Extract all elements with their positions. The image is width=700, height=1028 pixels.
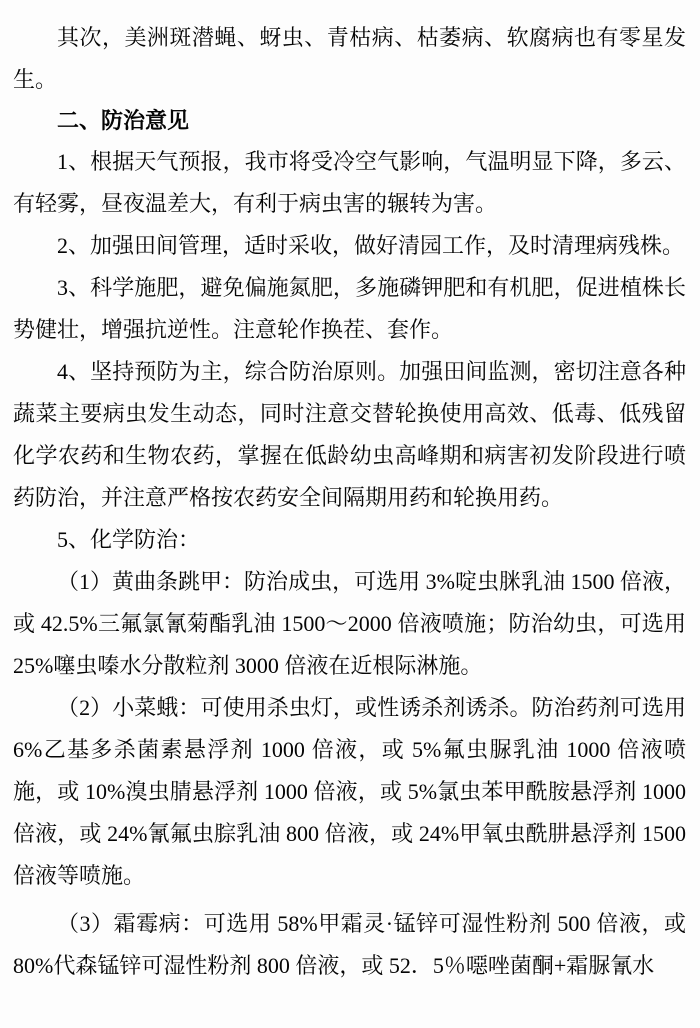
item-3-scientific-fertilization: 3、科学施肥，避免偏施氮肥，多施磷钾肥和有机肥，促进植株长势健壮，增强抗逆性。注意轮作换茬、套作。 — [13, 275, 686, 342]
item-4-prevention-principle: 4、坚持预防为主，综合防治原则。加强田间监测，密切注意各种蔬菜主要病虫发生动态，同时注意交替轮换使用高效、低毒、低残留化学农药和生物农药，掌握在低龄幼虫高峰期和病害初发阶段进行喷药防治，并注意严格按农药安全间隔期用药和轮换用药。 — [13, 359, 686, 510]
section-heading-control-opinions: 二、防治意见 — [57, 108, 190, 133]
item-5-chemical-control: 5、化学防治： — [57, 527, 201, 552]
sub-item-2-diamondback-moth: （2）小菜蛾：可使用杀虫灯，或性诱杀剂诱杀。防治药剂可选用 6%乙基多杀菌素悬浮剂 1000 倍液，或 5%氟虫脲乳油 1000 倍液喷施，或 10%溴虫腈悬浮剂 1000 倍液，或 5%氯虫苯甲酰胺悬浮剂 1000 倍液，或 24%氰氟虫腙乳油 800 倍液，或 24%甲氧虫酰肼悬浮剂 1500 倍液等喷施。 — [13, 695, 686, 888]
item-2-field-management: 2、加强田间管理，适时采收，做好清园工作，及时清理病残株。 — [57, 233, 685, 258]
sub-item-3-downy-mildew: （3）霜霉病：可选用 58%甲霜灵·锰锌可湿性粉剂 500 倍液，或 80%代森锰锌可湿性粉剂 800 倍液，或 52．5％噁唑菌酮+霜脲氰水 — [13, 911, 686, 978]
item-1-weather-forecast: 1、根据天气预报，我市将受冷空气影响，气温明显下降，多云、有轻雾，昼夜温差大，有利于病虫害的辗转为害。 — [13, 149, 686, 216]
paragraph-other-pests: 其次，美洲斑潜蝇、蚜虫、青枯病、枯萎病、软腐病也有零星发生。 — [13, 25, 686, 92]
sub-item-1-striped-flea-beetle: （1）黄曲条跳甲：防治成虫，可选用 3%啶虫脒乳油 1500 倍液，或 42.5%三氟氯氰菊酯乳油 1500～2000 倍液喷施；防治幼虫，可选用 25%噻虫嗪水分散粒剂 3000 倍液在近根际淋施。 — [13, 569, 686, 678]
